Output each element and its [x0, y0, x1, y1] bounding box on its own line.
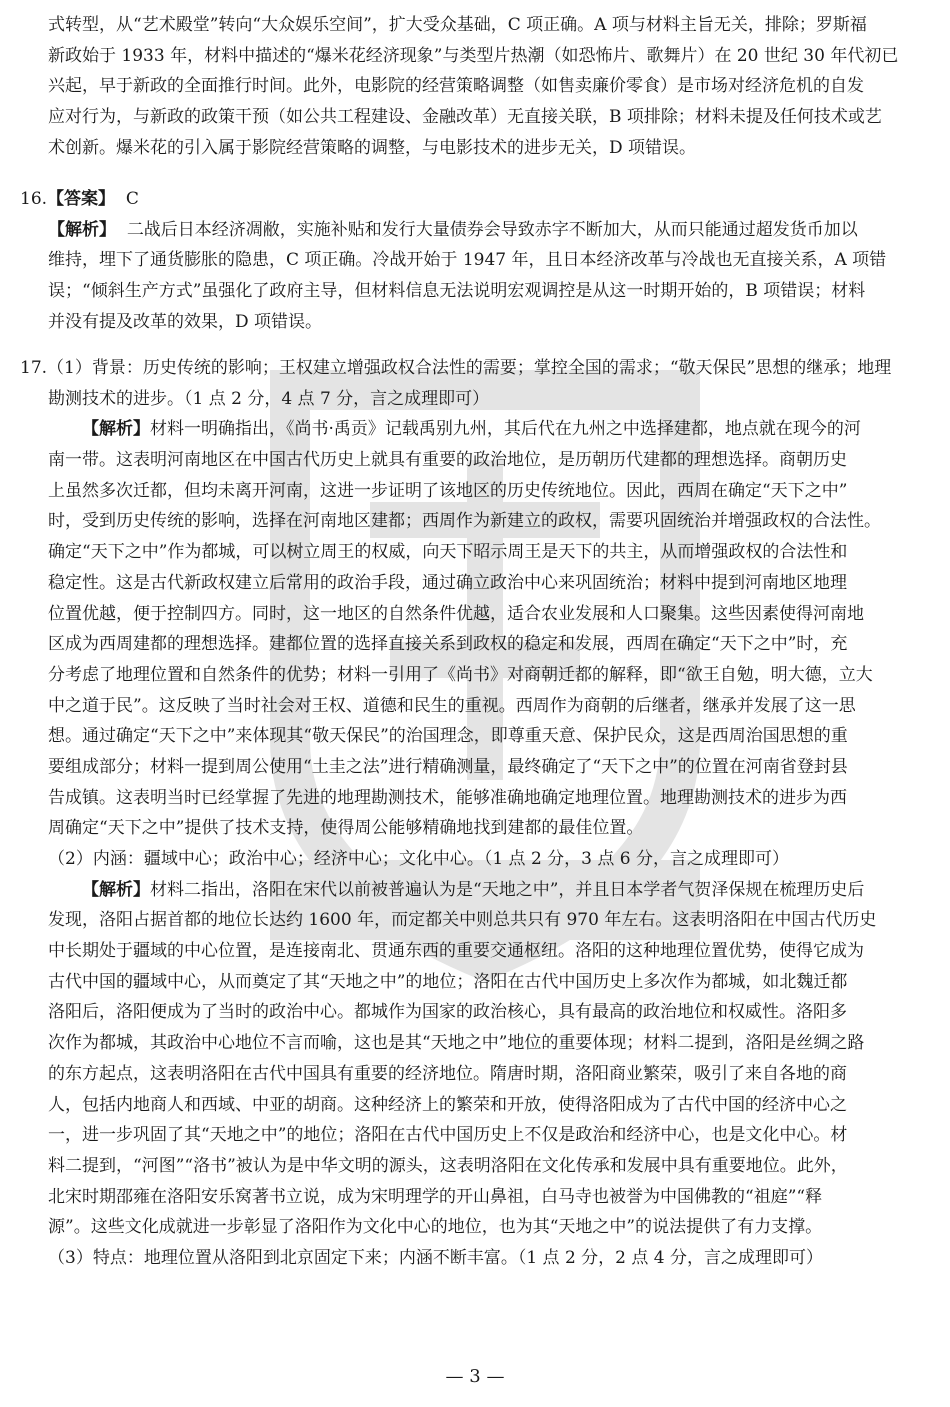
text-line: 材料一明确指出，《尚书·禹贡》记载禹别九州，其后代在九州之中选择建都，地点就在现今的河	[150, 419, 861, 440]
text-line: 洛阳后，洛阳便成为了当时的政治中心。都城作为国家的政治核心，具有最高的政治地位和权威性。洛阳多	[48, 1002, 847, 1023]
text-line: 维持，埋下了通货膨胀的隐患，C 项正确。冷战开始于 1947 年，且日本经济改革与冷战也无直接关系，A 项错	[48, 250, 887, 271]
text-line: 区成为西周建都的理想选择。建都位置的选择直接关系到政权的稳定和发展，西周在确定“天下之中”时，充	[48, 634, 848, 655]
text-line: 应对行为，与新政的政策干预（如公共工程建设、金融改革）无直接关联，B 项排除；材料未提及任何技术或艺	[48, 107, 882, 128]
part2-line: （2）内涵：疆域中心；政治中心；经济中心；文化中心。（1 点 2 分，3 点 6 分，言之成理即可）	[48, 849, 790, 869]
text-line: 古代中国的疆域中心，从而奠定了其“天地之中”的地位；洛阳在古代中国历史上多次作为都城，如北魏迁都	[48, 971, 848, 992]
text-line: （1）背景：历史传统的影响；王权建立增强政权合法性的需要；掌控全国的需求；“敬天保民”思想的继承；地理	[47, 358, 892, 378]
text-line: 人，包括内地商人和西域、中亚的胡商。这种经济上的繁荣和开放，使得洛阳成为了古代中国的经济中心之	[48, 1094, 847, 1115]
text-line: 确定“天下之中”作为都城，可以树立周王的权威，向天下昭示周王是天下的共主，从而增强政权的合法性和	[48, 542, 848, 563]
analysis-line	[48, 215, 932, 246]
text-line: 材料二指出，洛阳在宋代以前被普遍认为是“天地之中”，并且日本学者气贺泽保规在梳理历史后	[150, 879, 865, 900]
text-line: 料二提到，“河图”“洛书”被认为是中华文明的源头，这表明洛阳在文化传承和发展中具有重要地位。此外，	[48, 1155, 848, 1176]
text-line: 北宋时期邵雍在洛阳安乐窝著书立说，成为宋明理学的开山鼻祖，白马寺也被誉为中国佛教的“祖庭”“释	[48, 1186, 823, 1207]
text-line: 中长期处于疆域的中心位置，是连接南北、贯通东西的重要交通枢纽。洛阳的这种地理位置优势，使得它成为	[48, 941, 864, 962]
part3-line: （3）特点：地理位置从洛阳到北京固定下来；内涵不断丰富。（1 点 2 分，2 点 4 分，言之成理即可）	[48, 1247, 824, 1268]
text-line: 式转型，从“艺术殿堂”转向“大众娱乐空间”，扩大受众基础，C 项正确。A 项与材料主旨无关，排除；罗斯福	[48, 15, 867, 35]
text-line: 术创新。爆米花的引入属于影院经营策略的调整，与电影技术的进步无关，D 项错误。	[48, 137, 697, 158]
text-line: 位置优越，便于控制四方。同时，这一地区的自然条件优越，适合农业发展和人口聚集。这些因素使得河南地	[48, 603, 864, 624]
question-16	[20, 184, 932, 337]
text-line: 要组成部分；材料一提到周公使用“土圭之法”进行精确测量，最终确定了“天下之中”的位置在河南省登封县	[48, 756, 848, 777]
page-number: — 3 —	[445, 1366, 505, 1387]
text-line: 中之道于民”。这反映了当时社会对王权、道德和民生的重视。西周作为商朝的后继者，继承并发展了这一思	[48, 695, 856, 716]
text-line: 稳定性。这是古代新政权建立后常用的政治手段，通过确立政治中心来巩固统治；材料中提到河南地区地理	[48, 572, 847, 593]
analysis-label: 【解析】	[82, 879, 150, 900]
question-number: 17.	[20, 358, 48, 378]
continued-paragraph	[48, 10, 932, 163]
answer-value: C	[125, 189, 139, 209]
text-line: 一，进一步巩固了其“天地之中”的地位；洛阳在古代中国历史上不仅是政治和经济中心，也是文化中心。材	[48, 1125, 848, 1146]
text-line: 分考虑了地理位置和自然条件的优势；材料一引用了《尚书》对商朝迁都的解释，即“欲王自勉，明大德，立大	[48, 664, 873, 685]
text-line: 周确定“天下之中”提供了技术支持，使得周公能够精确地找到建都的最佳位置。	[48, 818, 644, 839]
text-line: 二战后日本经济凋敝，实施补贴和发行大量债券会导致赤字不断加大，从而只能通过超发货币加以	[126, 219, 858, 240]
text-line: 新政始于 1933 年，材料中描述的“爆米花经济现象”与类型片热潮（如恐怖片、歌舞片）在 20 世纪 30 年代初已	[48, 45, 899, 66]
analysis-line	[48, 414, 932, 445]
text-line: 兴起，早于新政的全面推行时间。此外，电影院的经营策略调整（如售卖廉价零食）是市场对经济危机的自发	[48, 76, 864, 97]
answer-label: 【答案】	[47, 189, 116, 209]
text-line: 勘测技术的进步。（1 点 2 分，4 点 7 分，言之成理即可）	[48, 388, 490, 409]
text-line: 的东方起点，这表明洛阳在古代中国具有重要的经济地位。隋唐时期，洛阳商业繁荣，吸引了来自各地的商	[48, 1063, 847, 1084]
text-line: 并没有提及改革的效果，D 项错误。	[48, 311, 323, 332]
text-line: 时，受到历史传统的影响，选择在河南地区建都；西周作为新建立的政权，需要巩固统治并增强政权的合法性。	[48, 511, 881, 532]
text-line: 发现，洛阳占据首都的地位长达约 1600 年，而定都关中则总共只有 970 年左右。这表明洛阳在中国古代历史	[48, 910, 877, 931]
text-line: 想。通过确定“天下之中”来体现其“敬天保民”的治国理念，即尊重天意、保护民众，这是西周治国思想的重	[48, 726, 848, 747]
part1-line	[20, 353, 932, 384]
text-line: 上虽然多次迁都，但均未离开河南，这进一步证明了该地区的历史传统地位。因此，西周在确定“天下之中”	[48, 480, 848, 501]
text-line: 南一带。这表明河南地区在中国古代历史上就具有重要的政治地位，是历朝历代建都的理想选择。商朝历史	[48, 450, 847, 471]
question-17	[20, 353, 932, 1274]
text-line: 误；“倾斜生产方式”虽强化了政府主导，但材料信息无法说明宏观调控是从这一时期开始的，B 项错误；材料	[48, 281, 866, 302]
text-line: 次作为都城，其政治中心地位不言而喻，这也是其“天地之中”地位的重要体现；材料二提到，洛阳是丝绸之路	[48, 1033, 865, 1054]
answer-line	[20, 184, 932, 215]
text-line: 源”。这些文化成就进一步彰显了洛阳作为文化中心的地位，也为其“天地之中”的说法提供了有力支撑。	[48, 1217, 823, 1238]
question-number: 16.	[20, 189, 48, 209]
text-line: 告成镇。这表明当时已经掌握了先进的地理勘测技术，能够准确地确定地理位置。地理勘测技术的进步为西	[48, 787, 847, 808]
analysis-label: 【解析】	[82, 419, 150, 440]
analysis-label: 【解析】	[48, 219, 116, 240]
analysis-line	[48, 875, 932, 906]
